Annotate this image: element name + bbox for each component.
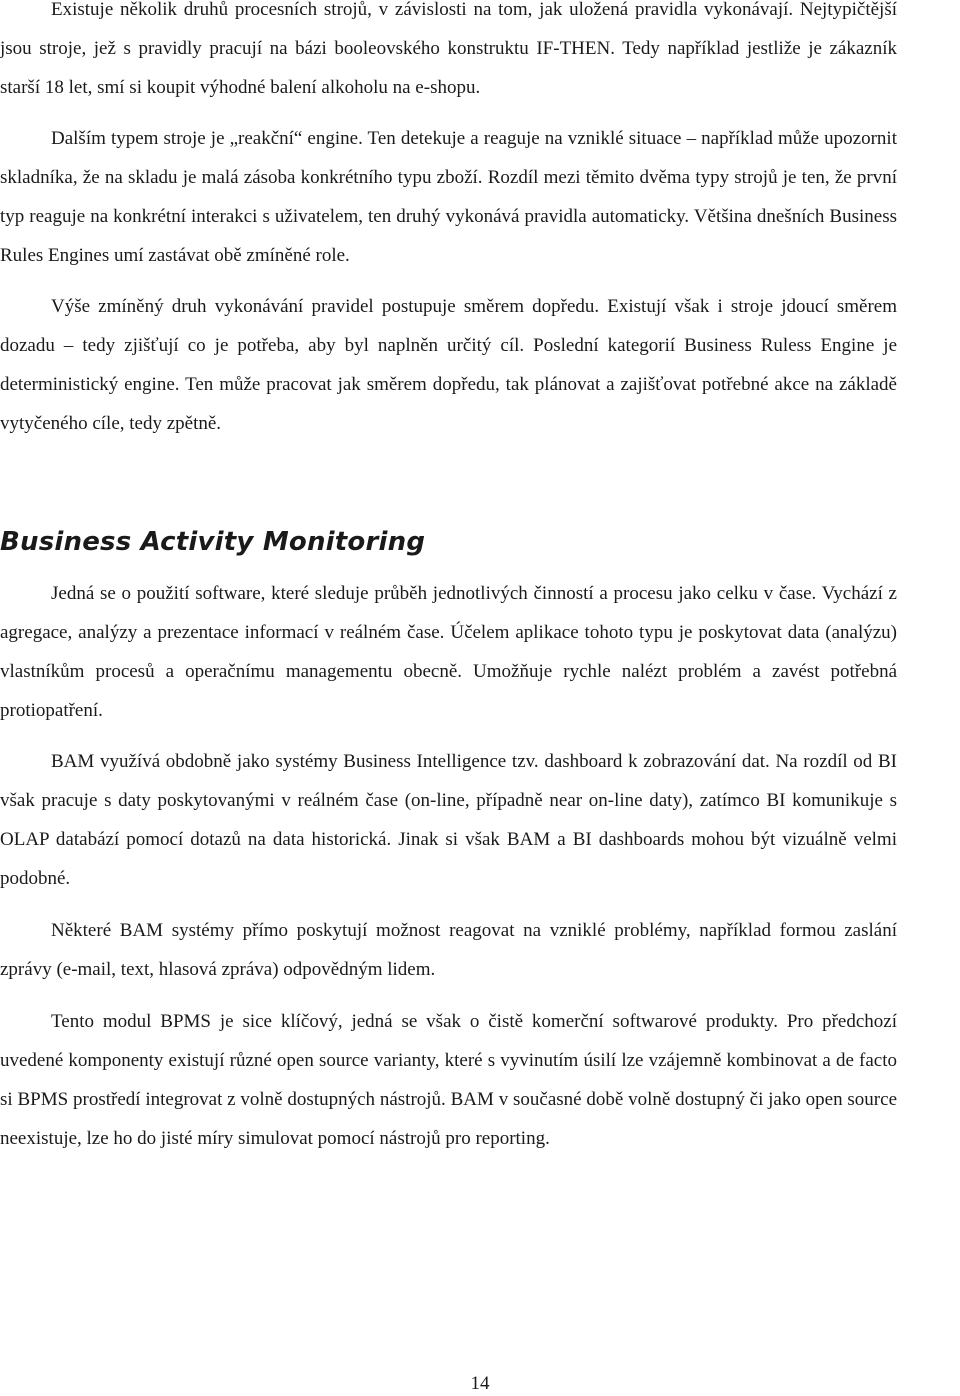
paragraph-bpms-module: Tento modul BPMS je sice klíčový, jedná se však o čistě komerční softwarové produkty. Pro předchozí uvedené komponenty existují různé open source varianty, které s vyvinutím úsilí lze vzájemně kombinovat a de facto si BPMS prostředí integrovat z volně dostupných nástrojů. BAM v současné době volně dostupný či jako open source neexistuje, lze ho do jisté míry simulovat pomocí nástrojů pro reporting. [0,1011,897,1149]
page-number: 14 [470,1373,490,1394]
paragraph-bam-notifications: Některé BAM systémy přímo poskytují možnost reagovat na vzniklé problémy, například formou zaslání zprávy (e-mail, text, hlasová zpráva) odpovědným lidem. [0,920,897,980]
paragraph-bam-definition: Jedná se o použití software, které sleduje průběh jednotlivých činností a procesu jako celku v čase. Vychází z agregace, analýzy a prezentace informací v reálném čase. Účelem aplikace tohoto typu je poskytovat data (analýzu) vlastníkům procesů a operačnímu managementu obecně. Umožňuje rychle nalézt problém a zavést potřebná protiopatření. [0,583,897,721]
paragraph-rule-engine-types: Existuje několik druhů procesních strojů, v závislosti na tom, jak uložená pravidla vykonávají. Nejtypičtější jsou stroje, jež s pravidly pracují na bázi booleovského konstruktu IF-THEN. Tedy například jestliže je zákazník starší 18 let, smí si koupit výhodné balení alkoholu na e-shopu. [0,0,897,98]
section-heading-bam: Business Activity Monitoring [0,527,426,557]
paragraph-bam-vs-bi: BAM využívá obdobně jako systémy Business Intelligence tzv. dashboard k zobrazování dat. Na rozdíl od BI však pracuje s daty poskytovanými v reálném čase (on-line, případně near on-line daty), zatímco BI komunikuje s OLAP databází pomocí dotazů na data historická. Jinak si však BAM a BI dashboards mohou být vizuálně velmi podobné. [0,751,897,889]
paragraph-forward-backward-chaining: Výše zmíněný druh vykonávání pravidel postupuje směrem dopředu. Existují však i stroje jdoucí směrem dozadu – tedy zjišťují co je potřeba, aby byl naplněn určitý cíl. Poslední kategorií Business Ruless Engine je deterministický engine. Ten může pracovat jak směrem dopředu, tak plánovat a zajišťovat potřebné akce na základě vytyčeného cíle, tedy zpětně. [0,296,897,434]
paragraph-reactive-engine: Dalším typem stroje je „reakční“ engine. Ten detekuje a reaguje na vzniklé situace – například může upozornit skladníka, že na skladu je malá zásoba konkrétního typu zboží. Rozdíl mezi těmito dvěma typy strojů je ten, že první typ reaguje na konkrétní interakci s uživatelem, ten druhý vykonává pravidla automaticky. Většina dnešních Business Rules Engines umí zastávat obě zmíněné role. [0,128,897,266]
